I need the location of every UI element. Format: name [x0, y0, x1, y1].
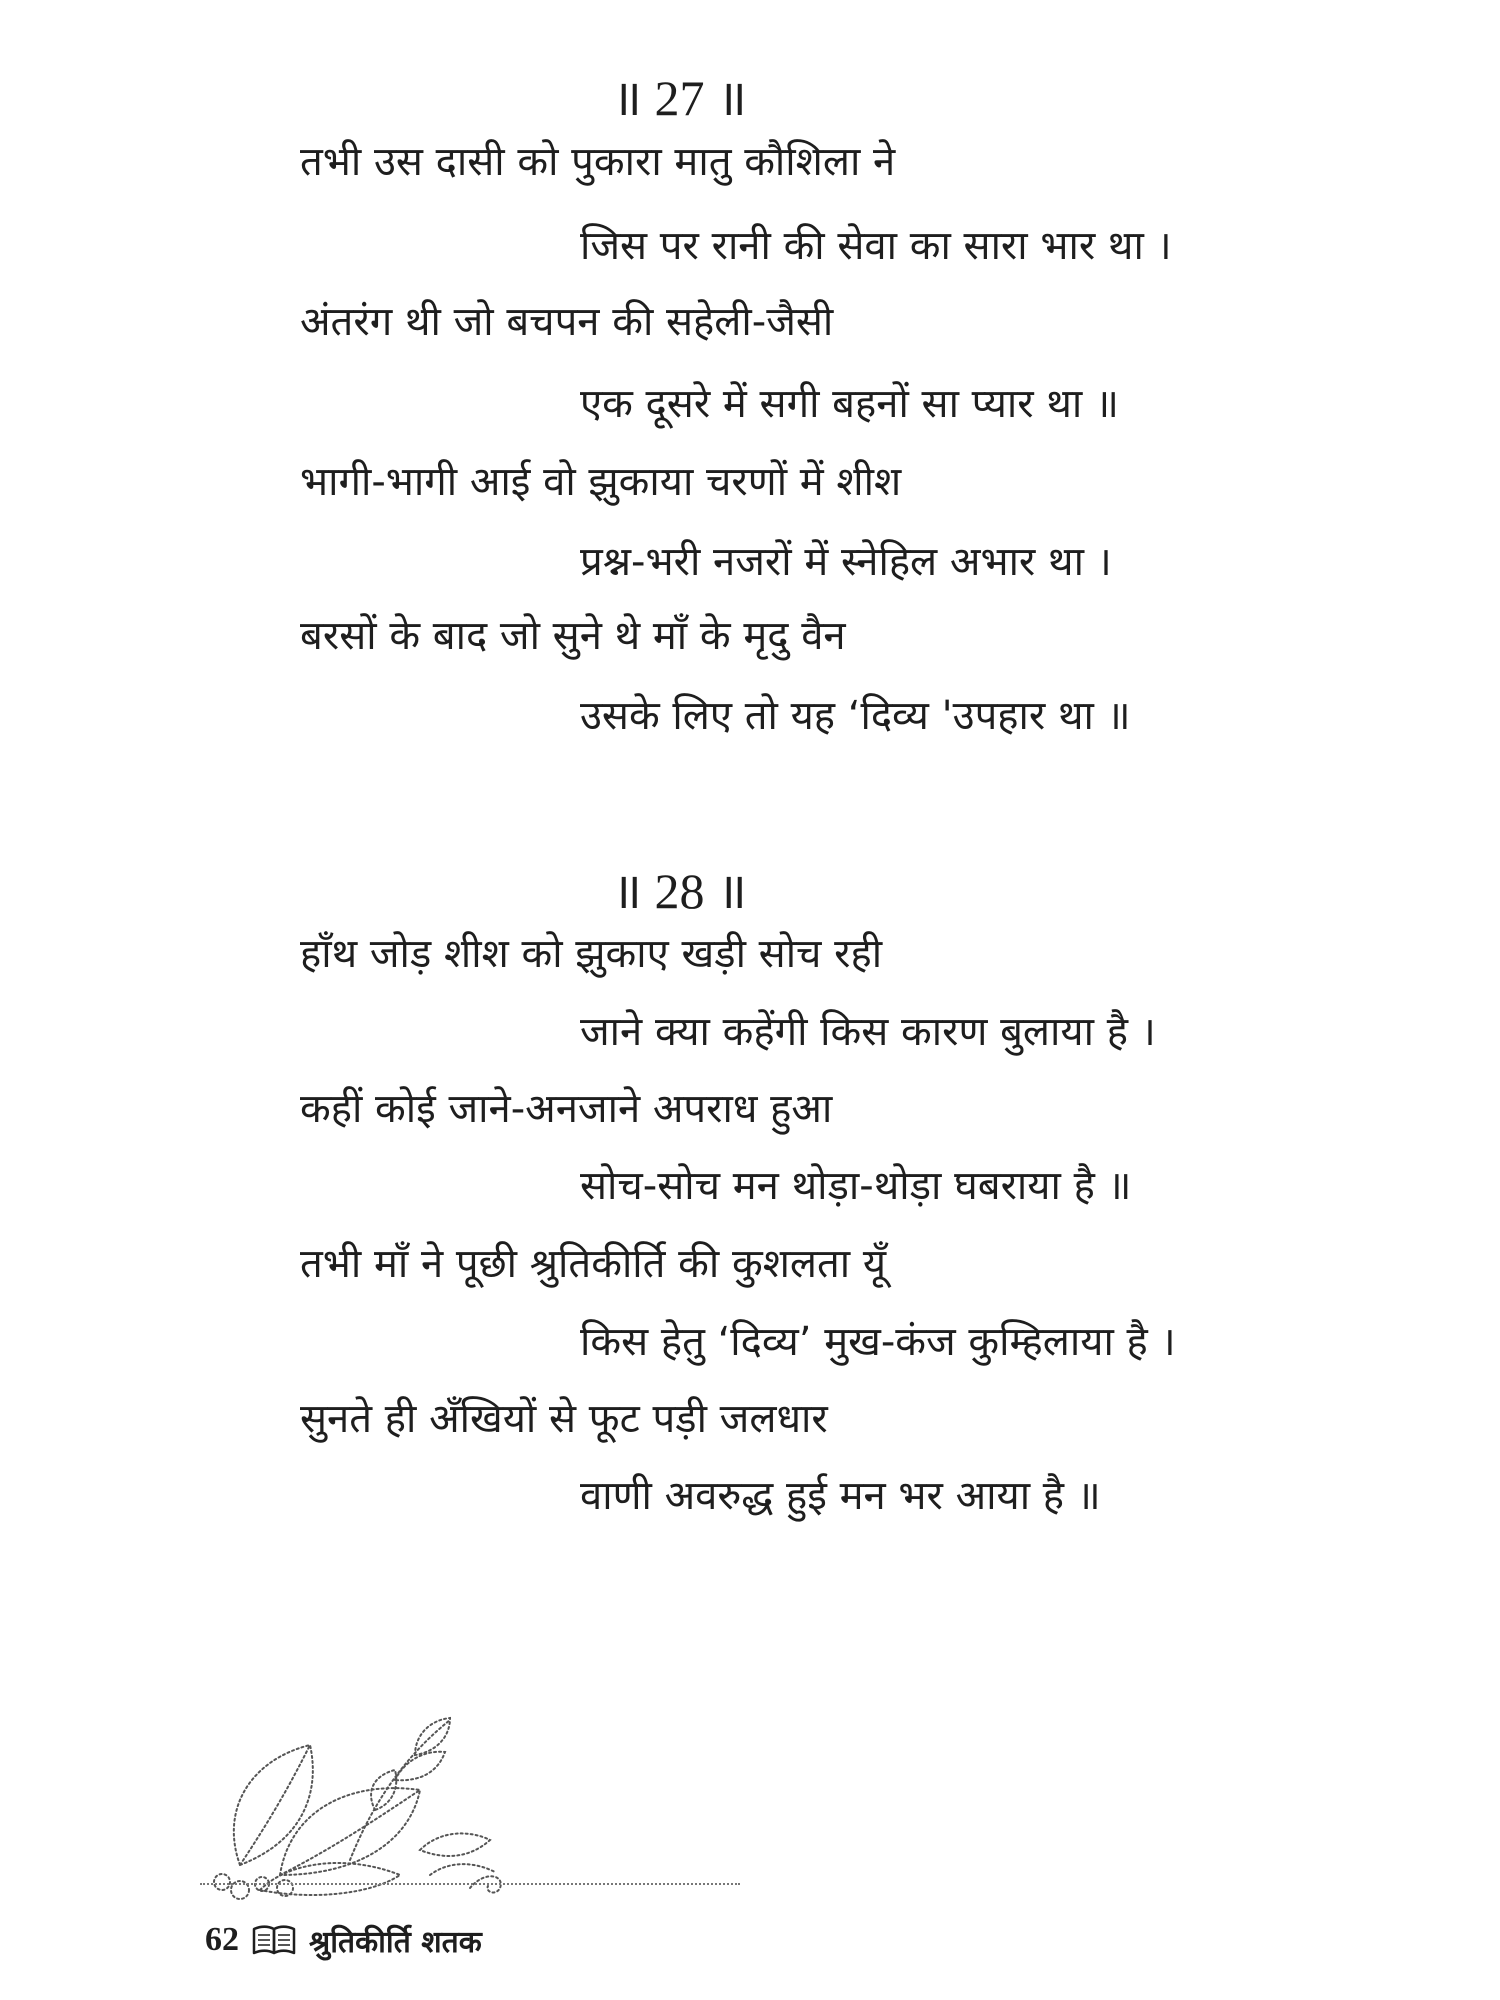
leaf-branch-ornament-icon	[200, 1690, 780, 1910]
verse-line: तभी माँ ने पूछी श्रुतिकीर्ति की कुशलता यूँ	[300, 1241, 887, 1287]
verse-line: कहीं कोई जाने-अनजाने अपराध हुआ	[300, 1086, 833, 1132]
verse-number: ॥ 28 ॥	[612, 863, 747, 919]
verse-line: प्रश्न-भरी नजरों में स्नेहिल अभार था ।	[580, 539, 1112, 585]
verse-line: भागी-भागी आई वो झुकाया चरणों में शीश	[300, 459, 902, 505]
verse-line: हाँथ जोड़ शीश को झुकाए खड़ी सोच रही	[300, 931, 883, 977]
verse-line: वाणी अवरुद्ध हुई मन भर आया है ॥	[580, 1473, 1101, 1519]
page-number: 62	[205, 1921, 239, 1958]
verse-line: उसके लिए तो यह ‘दिव्य 'उपहार था ॥	[580, 693, 1131, 739]
verse-number: ॥ 27 ॥	[612, 70, 747, 126]
open-book-icon	[251, 1923, 297, 1957]
verse-line: सुनते ही अँखियों से फूट पड़ी जलधार	[300, 1396, 828, 1442]
book-title: श्रुतिकीर्ति शतक	[309, 1924, 482, 1960]
verse-line: बरसों के बाद जो सुने थे माँ के मृदु वैन	[300, 613, 846, 659]
verse-line: जाने क्या कहेंगी किस कारण बुलाया है ।	[580, 1009, 1156, 1055]
verse-line: जिस पर रानी की सेवा का सारा भार था ।	[580, 223, 1172, 269]
verse-line: किस हेतु ‘दिव्य’ मुख-कंज कुम्हिलाया है ।	[580, 1319, 1176, 1365]
verse-line: अंतरंग थी जो बचपन की सहेली-जैसी	[300, 299, 834, 345]
verse-line: एक दूसरे में सगी बहनों सा प्यार था ॥	[580, 381, 1119, 427]
verse-line: तभी उस दासी को पुकारा मातु कौशिला ने	[300, 139, 896, 185]
page-footer	[205, 1915, 482, 1965]
verse-line: सोच-सोच मन थोड़ा-थोड़ा घबराया है ॥	[580, 1163, 1132, 1209]
footer-divider	[200, 1883, 740, 1885]
